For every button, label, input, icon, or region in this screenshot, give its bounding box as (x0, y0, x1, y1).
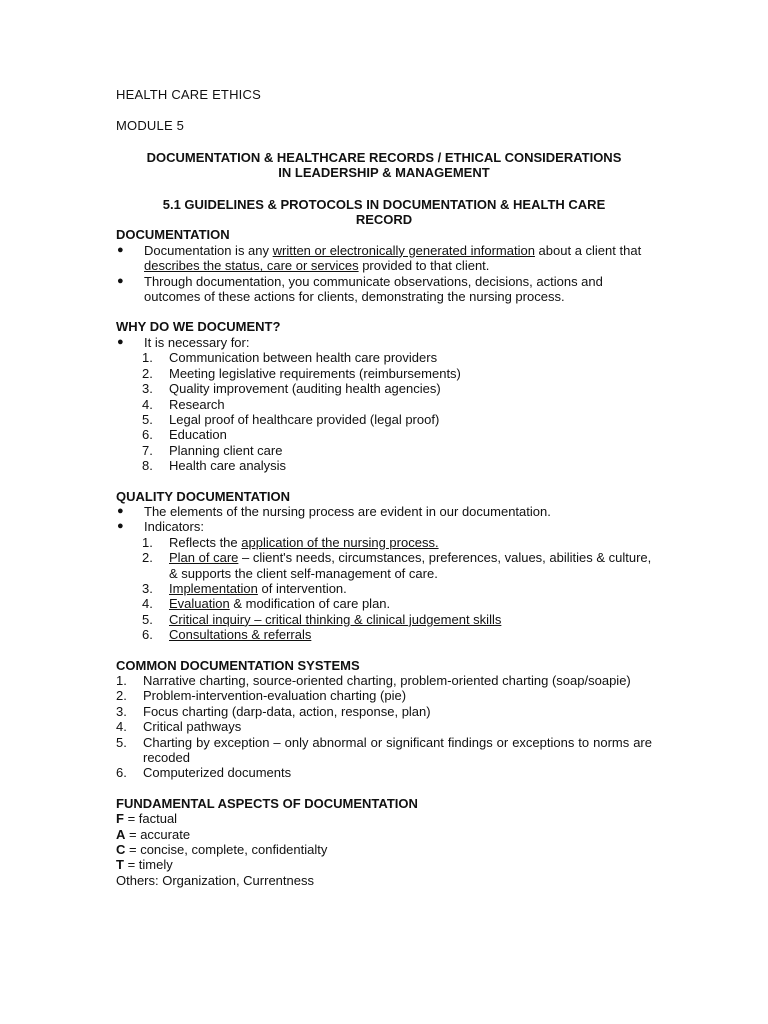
list-item: 5. Charting by exception – only abnormal or significant findings or exceptions to norms are recoded (116, 734, 652, 766)
bullet-item (116, 519, 652, 534)
list-item: 2. Meeting legislative requirements (reimbursements) (142, 365, 461, 381)
underlined-text: Consultations & referrals (169, 627, 312, 643)
course-title: HEALTH CARE ETHICS (116, 87, 261, 102)
fact-line: C = concise, complete, confidentialty (116, 842, 328, 858)
list-item: 2. Plan of care – client's needs, circumstances, preferences, values, abilities & culture, & supports the client self-management of care. (142, 550, 652, 581)
bullet-text: Through documentation, you communicate observations, decisions, actions and outcomes of these actions for clients, demonstrating the nursing process. (144, 273, 603, 305)
list-item: 6. Computerized documents (116, 765, 292, 781)
list-item: 4. Evaluation & modification of care plan. (142, 596, 391, 612)
document-title-line2: IN LEADERSHIP & MANAGEMENT (278, 165, 490, 181)
underlined-text: Critical inquiry – critical thinking & clinical judgement skills (169, 611, 502, 627)
list-item: 3. Quality improvement (auditing health agencies) (142, 381, 441, 397)
underlined-text: application of the nursing process. (241, 534, 439, 550)
list-item: 1. Reflects the application of the nursing process. (142, 534, 439, 550)
bullet-item (116, 274, 652, 305)
bullet-text: Documentation is any written or electronically generated information about a client that describes the status, care or services provided to that client. (144, 242, 642, 274)
documentation-heading: DOCUMENTATION (116, 227, 230, 243)
list-item: 1. Narrative charting, source-oriented charting, problem-oriented charting (soap/soapie) (116, 673, 631, 688)
bullet-text: It is necessary for: (144, 334, 250, 350)
section-title (116, 197, 652, 228)
bullet-icon: ● (117, 504, 124, 517)
underlined-text: describes the status, care or services (144, 258, 359, 274)
fact-line: A = accurate (116, 826, 191, 842)
list-item: 5. Critical inquiry – critical thinking & clinical judgement skills (142, 611, 502, 627)
list-item: 5. Legal proof of healthcare provided (legal proof) (142, 411, 440, 427)
bullet-item (116, 504, 652, 519)
bullet-text: Indicators: (144, 519, 204, 535)
fact-line: T = timely (116, 857, 173, 873)
bullet-icon: ● (117, 274, 124, 287)
document-body (116, 87, 652, 888)
others-line: Others: Organization, Currentness (116, 872, 314, 888)
bullet-item (116, 335, 652, 350)
bullet-icon: ● (117, 243, 124, 256)
documentation-systems-heading: COMMON DOCUMENTATION SYSTEMS (116, 657, 360, 673)
list-item: 3. Focus charting (darp-data, action, response, plan) (116, 703, 431, 719)
bullet-icon: ● (117, 335, 124, 348)
quality-documentation-heading: QUALITY DOCUMENTATION (116, 488, 291, 504)
list-item: 4. Research (142, 396, 225, 412)
fact-line: F = factual (116, 811, 178, 827)
underlined-text: written or electronically generated information (272, 242, 535, 258)
indicators-list (116, 535, 652, 643)
module-number: MODULE 5 (116, 118, 185, 134)
bullet-item (116, 243, 652, 274)
list-item: 4. Critical pathways (116, 719, 242, 735)
list-item: 2. Problem-intervention-evaluation charting (pie) (116, 688, 407, 704)
list-item: 6. Consultations & referrals (142, 627, 312, 643)
underlined-text: Implementation (169, 580, 258, 596)
why-list (116, 350, 652, 473)
bullet-icon: ● (117, 520, 124, 533)
why-document-heading: WHY DO WE DOCUMENT? (116, 319, 281, 335)
list-item: 1. Communication between health care providers (142, 350, 438, 366)
section-title-line2: RECORD (355, 212, 413, 228)
underlined-text: Evaluation (169, 596, 230, 612)
document-title-line1: DOCUMENTATION & HEALTHCARE RECORDS / ETHICAL CONSIDERATIONS (146, 149, 622, 165)
document-title (116, 150, 652, 181)
underlined-text: Plan of care (169, 550, 239, 566)
list-item: 8. Health care analysis (142, 458, 287, 474)
list-item: 3. Implementation of intervention. (142, 580, 347, 596)
section-title-line1: 5.1 GUIDELINES & PROTOCOLS IN DOCUMENTATION & HEALTH CARE (162, 196, 606, 212)
list-item: 6. Education (142, 427, 227, 443)
systems-list (116, 673, 652, 781)
fundamental-aspects-heading: FUNDAMENTAL ASPECTS OF DOCUMENTATION (116, 795, 418, 811)
bullet-text: The elements of the nursing process are evident in our documentation. (144, 503, 551, 519)
list-item: 7. Planning client care (142, 442, 283, 458)
